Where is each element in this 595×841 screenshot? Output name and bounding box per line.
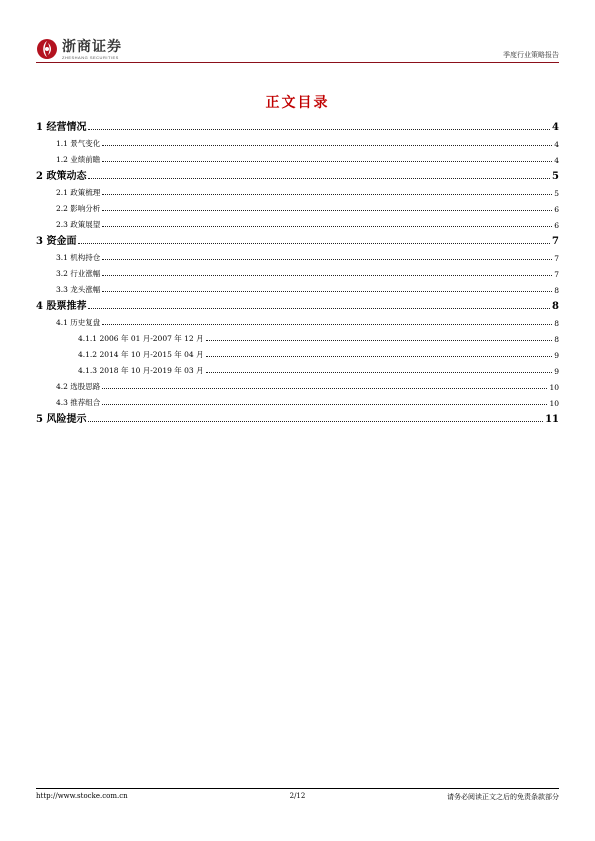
toc-entry-label: 3.2 行业涨幅	[56, 269, 101, 278]
toc-title: 正文目录	[265, 95, 330, 111]
footer-divider	[36, 788, 559, 789]
toc-entry-label: 3.1 机构持仓	[56, 253, 101, 262]
toc-entry-level-2[interactable]	[36, 263, 559, 279]
toc-entry-level-3[interactable]	[36, 360, 559, 376]
toc-entry-label: 1.1 景气变化	[56, 139, 101, 148]
toc-entry-page: 10	[549, 399, 559, 408]
toc-entry-level-2[interactable]	[36, 376, 559, 392]
toc-dot-leader	[206, 371, 553, 373]
toc-entry-label: 3 资金面	[36, 232, 78, 247]
toc-entry-page: 4	[552, 122, 559, 133]
toc-entry-label: 4 股票推荐	[36, 297, 88, 312]
toc-entry-page: 11	[545, 414, 559, 425]
toc-dot-leader	[102, 193, 552, 195]
toc-entry-page: 8	[554, 319, 559, 328]
page-header	[36, 36, 559, 64]
toc-entry-level-2[interactable]	[36, 392, 559, 408]
toc-entry-page: 10	[549, 383, 559, 392]
table-of-contents	[36, 116, 559, 425]
toc-dot-leader	[102, 225, 552, 227]
toc-entry-level-2[interactable]	[36, 198, 559, 214]
toc-entry-page: 6	[554, 221, 559, 230]
toc-entry-page: 9	[554, 351, 559, 360]
toc-entry-label: 4.1.1 2006 年 01 月-2007 年 12 月	[78, 334, 204, 343]
toc-entry-label: 2.1 政策梳理	[56, 188, 101, 197]
toc-entry-level-2[interactable]	[36, 182, 559, 198]
toc-entry-page: 5	[554, 189, 559, 198]
toc-entry-label: 3.3 龙头涨幅	[56, 285, 101, 294]
footer-disclaimer: 请务必阅读正文之后的免责条款部分	[447, 793, 559, 801]
toc-entry-level-3[interactable]	[36, 328, 559, 344]
toc-entry-label: 4.3 推荐组合	[56, 398, 101, 407]
toc-entry-level-2[interactable]	[36, 247, 559, 263]
toc-entry-label: 2 政策动态	[36, 167, 88, 182]
toc-entry-page: 8	[552, 301, 559, 312]
toc-dot-leader	[78, 242, 550, 244]
toc-entry-label: 2.3 政策展望	[56, 220, 101, 229]
toc-dot-leader	[102, 144, 552, 146]
toc-entry-level-3[interactable]	[36, 344, 559, 360]
toc-dot-leader	[206, 339, 553, 341]
toc-entry-level-2[interactable]	[36, 279, 559, 295]
toc-entry-page: 5	[552, 171, 559, 182]
toc-entry-level-1[interactable]	[36, 116, 559, 133]
toc-entry-level-1[interactable]	[36, 230, 559, 247]
toc-dot-leader	[102, 323, 552, 325]
toc-dot-leader	[102, 209, 552, 211]
toc-entry-label: 4.1 历史复盘	[56, 318, 101, 327]
toc-dot-leader	[102, 274, 552, 276]
toc-entry-level-2[interactable]	[36, 133, 559, 149]
footer-url[interactable]: http://www.stocke.com.cn	[36, 792, 128, 800]
toc-dot-leader	[88, 177, 550, 179]
toc-dot-leader	[102, 403, 547, 405]
toc-entry-page: 7	[554, 270, 559, 279]
toc-dot-leader	[102, 258, 552, 260]
toc-dot-leader	[88, 307, 550, 309]
toc-entry-level-1[interactable]	[36, 408, 559, 425]
toc-entry-page: 9	[554, 367, 559, 376]
toc-dot-leader	[88, 128, 550, 130]
toc-entry-page: 8	[554, 286, 559, 295]
toc-dot-leader	[206, 355, 553, 357]
toc-entry-page: 7	[552, 236, 559, 247]
toc-entry-label: 2.2 影响分析	[56, 204, 101, 213]
page-footer	[36, 788, 559, 802]
toc-entry-level-1[interactable]	[36, 295, 559, 312]
toc-entry-page: 6	[554, 205, 559, 214]
logo-chinese-name: 浙商证券	[62, 38, 122, 55]
toc-entry-label: 1.2 业绩前瞻	[56, 155, 101, 164]
page-number: 2/12	[289, 792, 306, 800]
toc-entry-level-2[interactable]	[36, 312, 559, 328]
toc-dot-leader	[88, 420, 543, 422]
toc-entry-page: 4	[554, 156, 559, 165]
zheshang-logo-icon	[36, 38, 58, 60]
toc-entry-level-1[interactable]	[36, 165, 559, 182]
toc-entry-label: 4.2 选股思路	[56, 382, 101, 391]
toc-entry-level-2[interactable]	[36, 149, 559, 165]
report-type-label: 季度行业策略报告	[503, 51, 559, 59]
toc-dot-leader	[102, 290, 552, 292]
toc-entry-level-2[interactable]	[36, 214, 559, 230]
toc-entry-label: 4.1.3 2018 年 10 月-2019 年 03 月	[78, 366, 204, 375]
company-logo	[36, 36, 122, 62]
logo-english-name: ZHESHANG SECURITIES	[62, 54, 119, 60]
toc-entry-label: 1 经营情况	[36, 118, 88, 133]
toc-entry-page: 7	[554, 254, 559, 263]
toc-dot-leader	[102, 387, 547, 389]
toc-entry-page: 8	[554, 335, 559, 344]
toc-dot-leader	[102, 160, 552, 162]
toc-entry-page: 4	[554, 140, 559, 149]
toc-entry-label: 5 风险提示	[36, 410, 88, 425]
header-divider	[36, 62, 559, 63]
toc-entry-label: 4.1.2 2014 年 10 月-2015 年 04 月	[78, 350, 204, 359]
